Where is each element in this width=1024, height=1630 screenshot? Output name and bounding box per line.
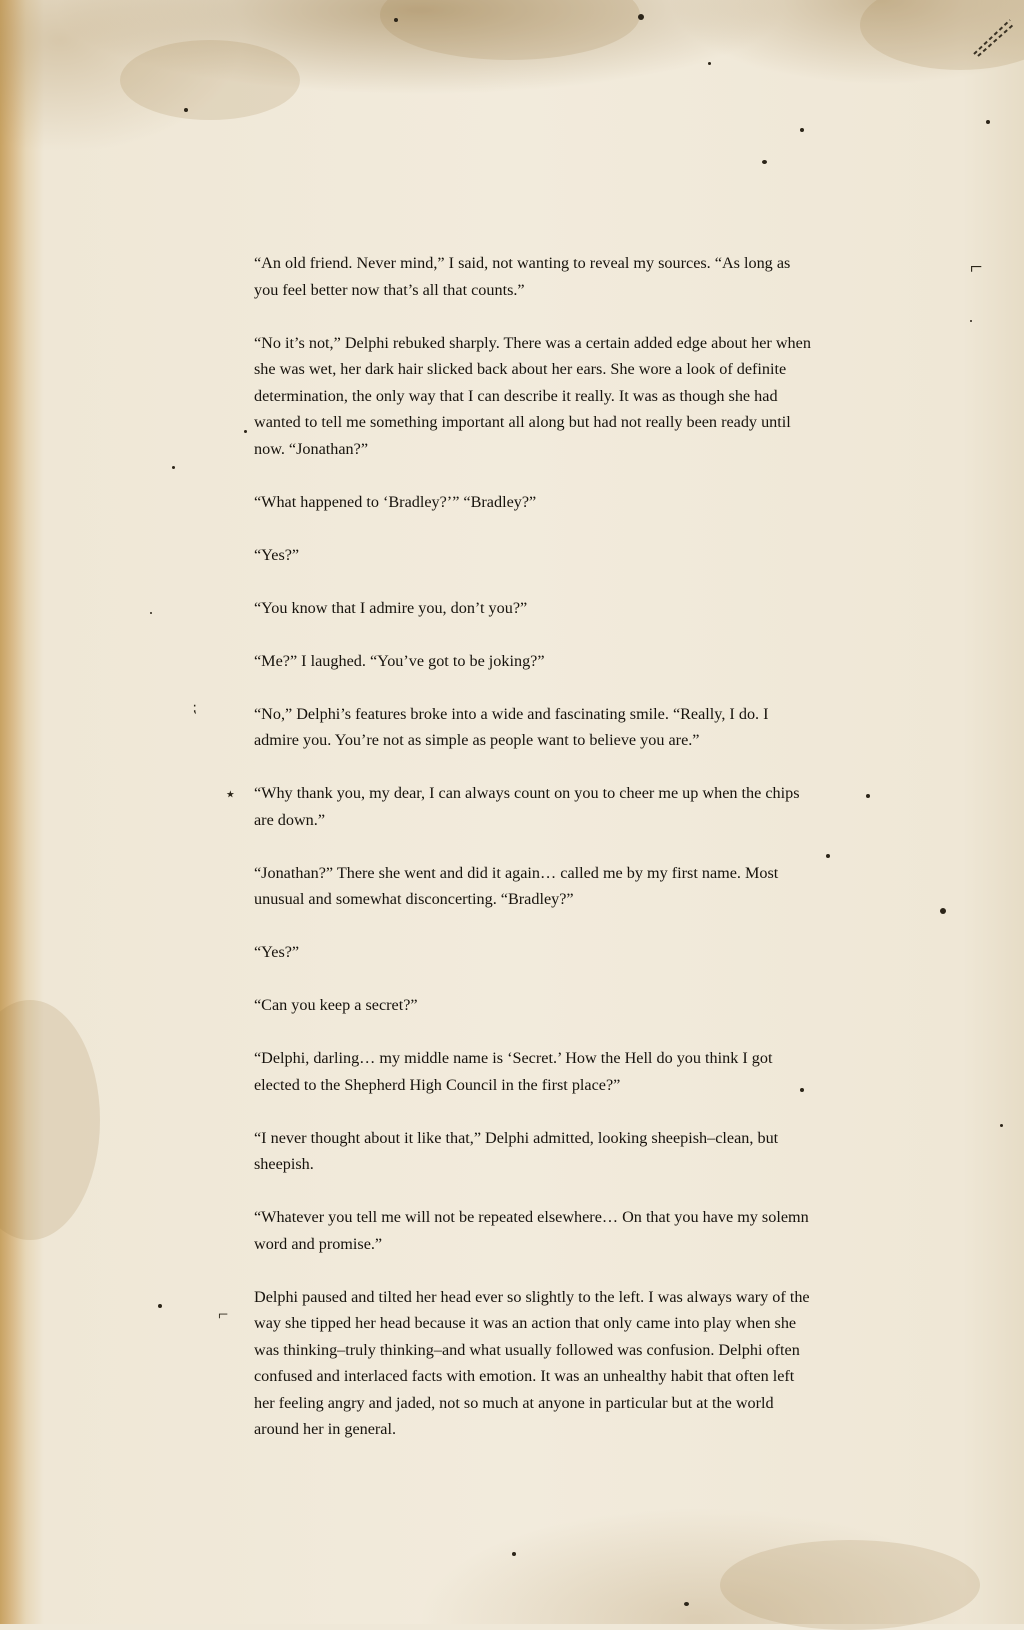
paper-stain	[120, 40, 300, 120]
paper-speck	[394, 18, 398, 22]
paragraph: “No it’s not,” Delphi rebuked sharply. There was a certain added edge about her when she was wet, her dark hair slicked back about her ears. She wore a look of definite determination, the only way that I can describe it really. It was as though she had wanted to tell me something important all along but had not really been ready until now. “Jonathan?”	[254, 333, 811, 458]
paper-speck	[986, 120, 990, 124]
paragraph: “I never thought about it like that,” Delphi admitted, looking sheepish–clean, but sheepish.	[254, 1128, 779, 1173]
paper-speck	[826, 854, 830, 858]
paper-speck	[512, 1552, 516, 1556]
paper-speck	[800, 128, 804, 132]
paragraph: “No,” Delphi’s features broke into a wide and fascinating smile. “Really, I do. I admire you. You’re not as simple as people want to believe you are.”	[254, 704, 769, 749]
paragraph: “Yes?”	[254, 943, 300, 961]
paragraph: “Yes?”	[254, 545, 300, 564]
paragraph: “Jonathan?” There she went and did it again… called me by my first name. Most unusual and somewhat disconcerting. “Bradley?”	[254, 863, 779, 908]
pen-mark: ⌐	[970, 254, 983, 279]
paragraph: “You know that I admire you, don’t you?”	[254, 598, 528, 617]
paper-speck	[970, 320, 972, 322]
paragraph: “Can you keep a secret?”	[254, 996, 418, 1014]
paper-speck	[244, 430, 247, 433]
paper-stain	[380, 0, 640, 60]
pen-mark: ٭	[226, 786, 235, 803]
paper-stain	[720, 1540, 980, 1630]
paper-speck	[184, 108, 188, 112]
paper-speck	[172, 466, 175, 469]
paper-stain	[0, 1000, 100, 1240]
paragraph: “Whatever you tell me will not be repeated elsewhere… On that you have my solemn word and promise.”	[254, 1208, 809, 1253]
paper-speck	[708, 62, 711, 65]
paper-speck	[940, 908, 946, 914]
paragraph: “Me?” I laughed. “You’ve got to be joking?”	[254, 651, 545, 670]
paper-speck	[762, 160, 767, 164]
scratch-mark	[970, 10, 1020, 60]
paper-speck	[866, 794, 870, 798]
paper-speck	[158, 1304, 162, 1308]
paragraph: “Why thank you, my dear, I can always count on you to cheer me up when the chips are down.”	[254, 784, 800, 829]
paragraph: “Delphi, darling… my middle name is ‘Secret.’ How the Hell do you think I got elected to the Shepherd High Council in the first place?”	[254, 1049, 773, 1094]
book-page-text	[254, 250, 814, 1469]
pen-mark: ⌐	[218, 1304, 229, 1324]
paragraph: “What happened to ‘Bradley?’” “Bradley?”	[254, 492, 537, 511]
paragraph: Delphi paused and tilted her head ever so slightly to the left. I was always wary of the way she tipped her head because it was an action that only came into play when she was thinking–truly thinking–and what usually followed was confusion. Delphi often confused and interlaced facts with emotion. It was an unhealthy habit that often left her feeling angry and jaded, not so much at anyone in particular but at the world around her in general.	[254, 1287, 810, 1438]
paper-speck	[638, 14, 644, 20]
paragraph: “An old friend. Never mind,” I said, not wanting to reveal my sources. “As long as you feel better now that’s all that counts.”	[254, 254, 791, 299]
paper-speck	[150, 612, 152, 614]
paper-speck	[1000, 1124, 1003, 1127]
pen-mark: ⁏	[192, 701, 197, 716]
paper-speck	[684, 1602, 689, 1606]
